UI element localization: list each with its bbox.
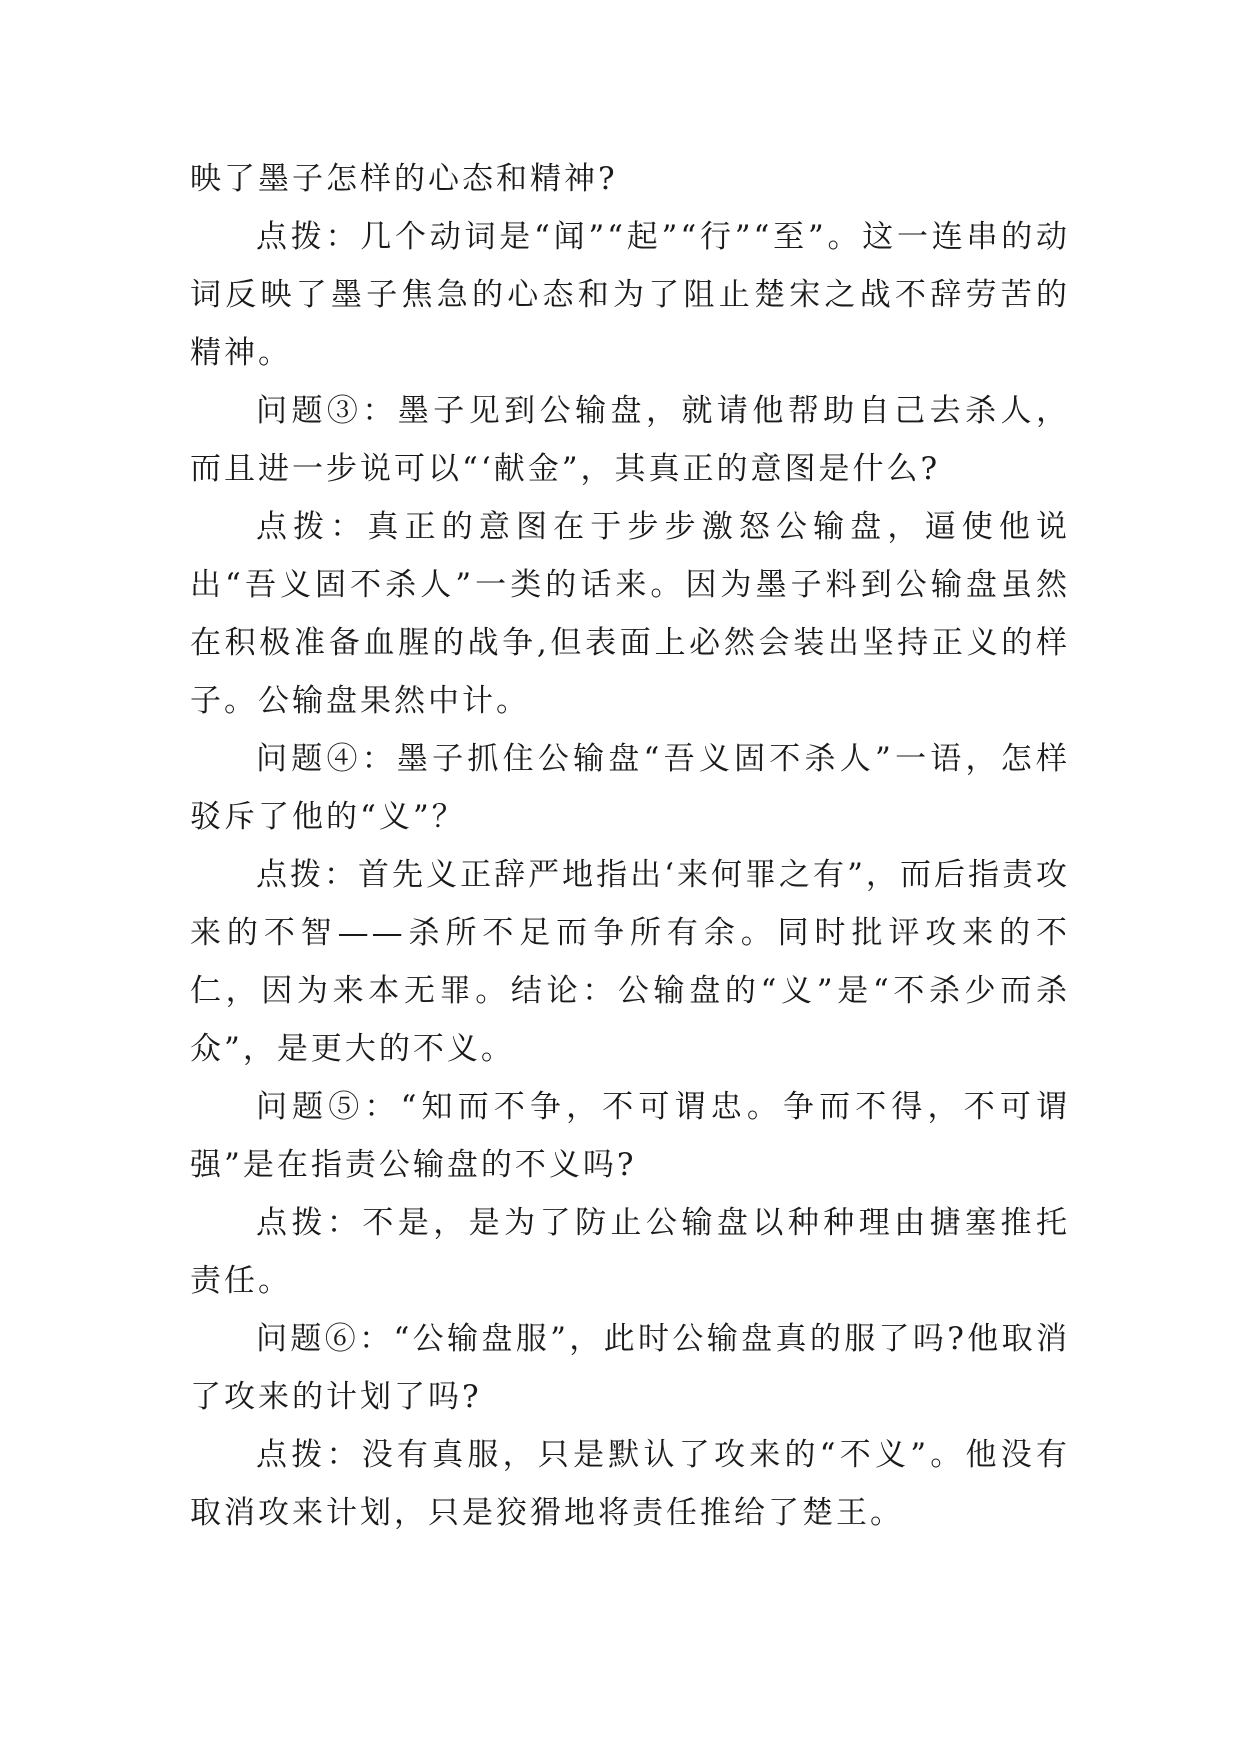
paragraph-hint-6: 点拨：没有真服，只是默认了攻来的“不义”。他没有取消攻来计划，只是狡猾地将责任推给了楚王。 bbox=[190, 1437, 1070, 1531]
paragraph-continuation: 映了墨子怎样的心态和精神? bbox=[190, 161, 618, 197]
paragraph-question-6: 问题⑥：“公输盘服”，此时公输盘真的服了吗?他取消了攻来的计划了吗? bbox=[190, 1321, 1070, 1415]
paragraph-hint-3: 点拨：真正的意图在于步步激怒公输盘，逼使他说出“吾义固不杀人”一类的话来。因为墨子料到公输盘虽然在积极准备血腥的战争,但表面上必然会装出坚持正义的样子。公输盘果然中计。 bbox=[190, 509, 1070, 719]
paragraph-question-3: 问题③：墨子见到公输盘，就请他帮助自己去杀人，而且进一步说可以“‘献金”，其真正的意图是什么? bbox=[190, 393, 1070, 487]
paragraph-hint-1: 点拨：几个动词是“闻”“起”“行”“至”。这一连串的动词反映了墨子焦急的心态和为了阻止楚宋之战不辞劳苦的精神。 bbox=[190, 219, 1070, 371]
paragraph-question-5: 问题⑤：“知而不争，不可谓忠。争而不得，不可谓强”是在指责公输盘的不义吗? bbox=[190, 1089, 1070, 1183]
body-text bbox=[190, 150, 1070, 1542]
paragraph-hint-5: 点拨：不是，是为了防止公输盘以种种理由搪塞推托责任。 bbox=[190, 1205, 1070, 1299]
paragraph-question-4: 问题④：墨子抓住公输盘“吾义固不杀人”一语，怎样驳斥了他的“义”？ bbox=[190, 741, 1070, 835]
paragraph-hint-4: 点拨：首先义正辞严地指出‘来何罪之有”，而后指责攻来的不智——杀所不足而争所有余。同时批评攻来的不仁，因为来本无罪。结论：公输盘的“义”是“不杀少而杀众”，是更大的不义。 bbox=[190, 857, 1070, 1067]
